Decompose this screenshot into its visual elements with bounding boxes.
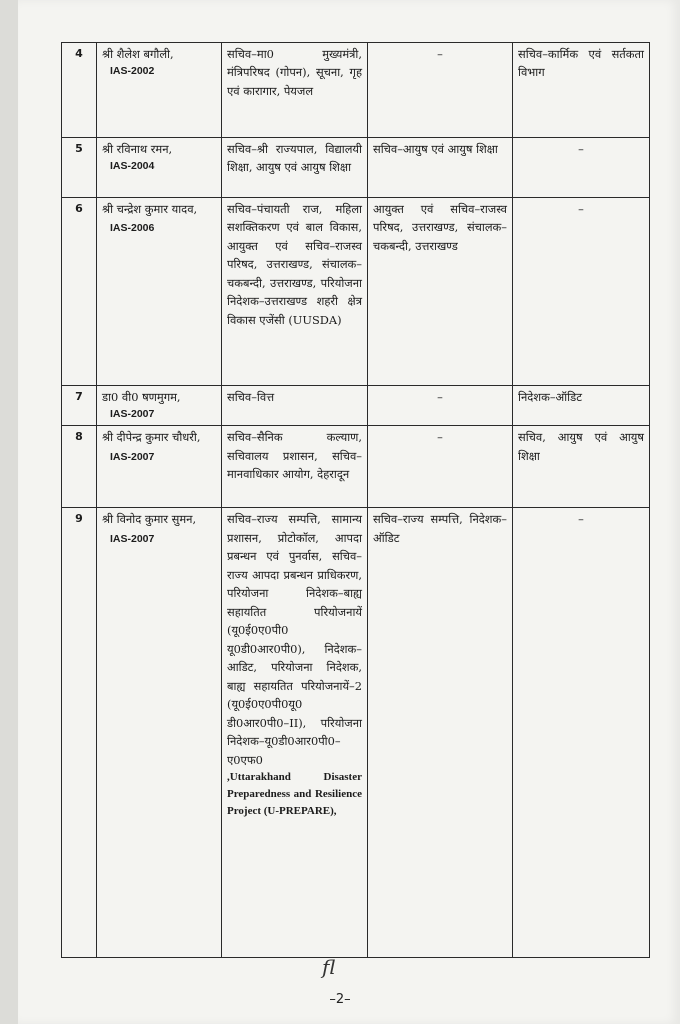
officer-transfer-table bbox=[61, 42, 650, 958]
table-row bbox=[62, 43, 650, 138]
current-posting-cell bbox=[222, 508, 368, 958]
officer-name-cell bbox=[97, 508, 222, 958]
current-posting: सचिव–मा0 मुख्यमंत्री, मंत्रिपरिषद (गोपन), सूचना, गृह एवं कारागार, पेयजल bbox=[222, 43, 368, 138]
current-posting-english: ,Uttarakhand Disaster Preparedness and Resilience Project (U-PREPARE), bbox=[227, 771, 362, 818]
officer-name: श्री रविनाथ रमन, bbox=[102, 142, 173, 156]
serial-number: 6 bbox=[62, 198, 97, 386]
initials-signature: ﬂ bbox=[322, 955, 336, 979]
table-row bbox=[62, 386, 650, 426]
officer-cadre: IAS-2007 bbox=[110, 408, 155, 421]
serial-number: 7 bbox=[62, 386, 97, 426]
serial-number: 8 bbox=[62, 426, 97, 508]
posting-added: सचिव, आयुष एवं आयुष शिक्षा bbox=[513, 426, 650, 508]
officer-name-cell bbox=[97, 198, 222, 386]
officer-cadre: IAS-2007 bbox=[110, 532, 155, 545]
officer-name: डा0 वी0 षणमुगम, bbox=[102, 390, 181, 404]
officer-cadre: IAS-2006 bbox=[110, 222, 155, 235]
serial-number: 9 bbox=[62, 508, 97, 958]
posting-added: – bbox=[513, 508, 650, 958]
posting-removed: आयुक्त एवं सचिव–राजस्व परिषद, उत्तराखण्ड, संचालक–चकबन्दी, उत्तराखण्ड bbox=[368, 198, 513, 386]
officer-name-cell bbox=[97, 386, 222, 426]
officer-name: श्री विनोद कुमार सुमन, bbox=[102, 512, 197, 527]
table-row bbox=[62, 426, 650, 508]
current-posting: सचिव–श्री राज्यपाल, विद्यालयी शिक्षा, आयुष एवं आयुष शिक्षा bbox=[222, 138, 368, 198]
table-row bbox=[62, 508, 650, 958]
officer-cadre: IAS-2004 bbox=[110, 160, 155, 173]
officer-cadre: IAS-2007 bbox=[110, 450, 155, 463]
officer-cadre: IAS-2002 bbox=[110, 65, 155, 78]
table-row bbox=[62, 138, 650, 198]
officer-name-cell bbox=[97, 138, 222, 198]
current-posting: सचिव–सैनिक कल्याण, सचिवालय प्रशासन, सचिव–मानवाधिकार आयोग, देहरादून bbox=[222, 426, 368, 508]
current-posting: सचिव–वित्त bbox=[222, 386, 368, 426]
serial-number: 5 bbox=[62, 138, 97, 198]
officer-name: श्री दीपेन्द्र कुमार चौधरी, bbox=[102, 430, 201, 445]
posting-added: निदेशक–ऑडिट bbox=[513, 386, 650, 426]
officer-name-cell bbox=[97, 43, 222, 138]
posting-added: सचिव–कार्मिक एवं सर्तकता विभाग bbox=[513, 43, 650, 138]
posting-removed: सचिव–राज्य सम्पत्ति, निदेशक–ऑडिट bbox=[368, 508, 513, 958]
posting-added: – bbox=[513, 198, 650, 386]
current-posting: सचिव–पंचायती राज, महिला सशक्तिकरण एवं बाल विकास, आयुक्त एवं सचिव–राजस्व परिषद, उत्तराखण्ड, संचालक–चकबन्दी, उत्तराखण्ड, परियोजना निदेशक–उत्तराखण्ड शहरी क्षेत्र विकास एजेंसी (UUSDA) bbox=[222, 198, 368, 386]
posting-removed: – bbox=[368, 386, 513, 426]
current-posting: सचिव–राज्य सम्पत्ति, सामान्य प्रशासन, प्रोटोकॉल, आपदा प्रबन्धन एवं पुनर्वास, सचिव–राज्य आपदा प्रबन्धन प्राधिकरण, परियोजना निदेशक–बाह्य सहायतित परियोजनायें (यू0ई0ए0पी0 यू0डी0आर0पी0), निदेशक–आडिट, परियोजना निदेशक, बाह्य सहायतित परियोजनायें–2 (यू0ई0ए0पी0यू0 डी0आर0पी0–II), परियोजना निदेशक–यू0डी0आर0पी0–ए0एफ0 bbox=[227, 512, 362, 767]
posting-removed: – bbox=[368, 43, 513, 138]
posting-removed: – bbox=[368, 426, 513, 508]
page-number: –2– bbox=[329, 992, 351, 1007]
posting-removed: सचिव–आयुष एवं आयुष शिक्षा bbox=[368, 138, 513, 198]
officer-name: श्री चन्द्रेश कुमार यादव, bbox=[102, 202, 198, 216]
table-row bbox=[62, 198, 650, 386]
serial-number: 4 bbox=[62, 43, 97, 138]
posting-added: – bbox=[513, 138, 650, 198]
officer-name-cell bbox=[97, 426, 222, 508]
officer-name: श्री शैलेश बगौली, bbox=[102, 47, 174, 61]
